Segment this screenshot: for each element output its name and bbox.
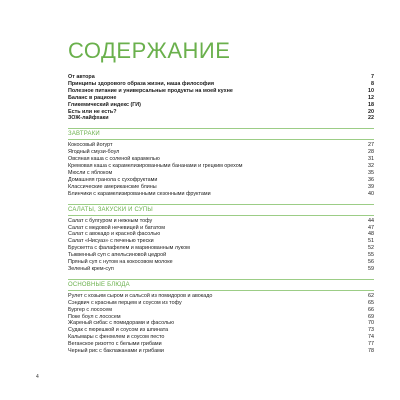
toc-entry-page: 59	[368, 265, 374, 272]
toc-entry-page: 74	[368, 334, 374, 341]
toc-entry	[68, 177, 374, 184]
toc-entry-page: 70	[368, 320, 374, 327]
toc-entry	[68, 334, 374, 341]
toc-entry-title: Принципы здорового образа жизни, наша философия	[68, 80, 214, 87]
toc-entry	[68, 95, 374, 102]
toc-entry	[68, 218, 374, 225]
toc-entry-title: Овсяная каша с соленой карамелью	[68, 156, 160, 163]
toc-entry-page: 10	[368, 87, 374, 94]
toc-entry	[68, 163, 374, 170]
toc-entry	[68, 259, 374, 266]
toc-entry-page: 69	[368, 313, 374, 320]
toc-entry-page: 18	[368, 101, 374, 108]
toc-entry-title: Рулет с козьим сыром и сальсой из помидоров и авокадо	[68, 292, 213, 299]
toc-entry-title: Пряный суп с нутом на кокосовом молоке	[68, 259, 173, 266]
toc-entry-page: 44	[368, 217, 374, 224]
toc-entry-page: 7	[371, 74, 374, 80]
toc-entry-title: ЗОЖ-лайфхаки	[68, 115, 109, 122]
toc-entry-title: Кокосовый йогурт	[68, 142, 113, 149]
toc-entry-title: Кремовая каша с карамелизированными бананами и грецким орехом	[68, 163, 243, 170]
toc-entry-title: Домашняя гранола с сухофруктами	[68, 176, 158, 183]
section-heading: ОСНОВНЫЕ БЛЮДА	[68, 279, 374, 291]
toc-entry-page: 66	[368, 306, 374, 313]
toc-entry-page: 48	[368, 231, 374, 238]
toc-entry-page: 28	[368, 149, 374, 156]
toc-entry-page: 77	[368, 341, 374, 348]
toc-page	[68, 38, 374, 355]
toc-entry-title: Салат с булгуром и нежным тофу	[68, 217, 153, 224]
toc-entry-title: Классические американские блины	[68, 183, 157, 190]
toc-entry-page: 31	[368, 156, 374, 163]
toc-entry	[68, 327, 374, 334]
toc-entry	[68, 88, 374, 95]
toc-entry	[68, 231, 374, 238]
section-heading: САЛАТЫ, ЗАКУСКИ И СУПЫ	[68, 204, 374, 216]
toc-entry-title: Поке боул с лососем	[68, 313, 121, 320]
toc-entry-page: 73	[368, 327, 374, 334]
toc-entry-page: 78	[368, 348, 374, 355]
toc-entry-page: 65	[368, 299, 374, 306]
toc-entry	[68, 81, 374, 88]
toc-entry	[68, 184, 374, 191]
toc-entry-title: От автора	[68, 74, 95, 80]
section-salads-soups	[68, 204, 374, 273]
toc-entry-title: Баланс в рационе	[68, 94, 117, 101]
toc-entry-page: 12	[368, 94, 374, 101]
toc-entry	[68, 191, 374, 198]
toc-entry-title: Гликемический индекс (ГИ)	[68, 101, 141, 108]
toc-entry	[68, 102, 374, 109]
toc-entry-page: 8	[371, 80, 374, 87]
toc-entry-title: Полезное питание и универсальные продукты на моей кухне	[68, 87, 233, 94]
toc-entry-title: Ягодный смузи-боул	[68, 149, 120, 156]
toc-entry	[68, 109, 374, 116]
toc-entry-page: 20	[368, 108, 374, 115]
toc-entry-page: 47	[368, 224, 374, 231]
toc-entry-page: 52	[368, 245, 374, 252]
section-heading: ЗАВТРАКИ	[68, 128, 374, 140]
section-breakfasts	[68, 128, 374, 197]
toc-entry-title: Кальмары с фенхелем и соусом песто	[68, 334, 165, 341]
toc-entry-page: 62	[368, 292, 374, 299]
toc-entry-title: Сэндвич с красным перцем и соусом из тофу	[68, 299, 182, 306]
toc-entry	[68, 307, 374, 314]
toc-entry-title: Тыквенный суп с апельсиновой цедрой	[68, 252, 167, 259]
toc-entry	[68, 300, 374, 307]
toc-entry-title: Брускетта с фалафелем и маринованным луком	[68, 245, 190, 252]
toc-entry-title: Мюсли с яблоком	[68, 169, 113, 176]
toc-entry	[68, 74, 374, 81]
toc-entry-page: 22	[368, 115, 374, 122]
toc-entry-page: 56	[368, 259, 374, 266]
page-number: 4	[36, 374, 39, 380]
toc-entry	[68, 348, 374, 355]
toc-entry-title: Веганское ризотто с белыми грибами	[68, 341, 162, 348]
toc-entry	[68, 170, 374, 177]
toc-entry	[68, 252, 374, 259]
toc-entry-page: 27	[368, 142, 374, 149]
toc-entry	[68, 266, 374, 273]
toc-entry	[68, 238, 374, 245]
page-title: СОДЕРЖАНИЕ	[68, 38, 231, 63]
toc-entry-title: Судак с пюрешкой и соусом из шпината	[68, 327, 169, 334]
toc-entry-page: 40	[368, 190, 374, 197]
toc-entry-title: Салат с авокадо и красной фасолью	[68, 231, 161, 238]
intro-list	[68, 74, 374, 122]
toc-entry-title: Черный рис с баклажанами и грибами	[68, 348, 164, 355]
toc-entry-page: 55	[368, 252, 374, 259]
toc-entry-title: Жареный сибас с помидорами и фасолью	[68, 320, 175, 327]
toc-entry	[68, 115, 374, 122]
toc-entry-title: Бургер с лососем	[68, 306, 112, 313]
toc-entry-title: Салат с медовой нечевицей и бататом	[68, 224, 165, 231]
toc-entry-page: 36	[368, 176, 374, 183]
toc-entry-title: Блинчики с карамелизированными сезонными фруктами	[68, 190, 211, 197]
toc-entry-title: Салат «Нисуаз» с печенью трески	[68, 238, 154, 245]
toc-entry-page: 35	[368, 169, 374, 176]
toc-entry	[68, 293, 374, 300]
toc-entry-page: 39	[368, 183, 374, 190]
toc-entry	[68, 156, 374, 163]
toc-entry-title: Зеленый крем-суп	[68, 265, 114, 272]
section-main-dishes	[68, 279, 374, 355]
toc-entry-page: 51	[368, 238, 374, 245]
toc-entry-title: Есть или не есть?	[68, 108, 117, 115]
toc-entry-page: 32	[368, 163, 374, 170]
